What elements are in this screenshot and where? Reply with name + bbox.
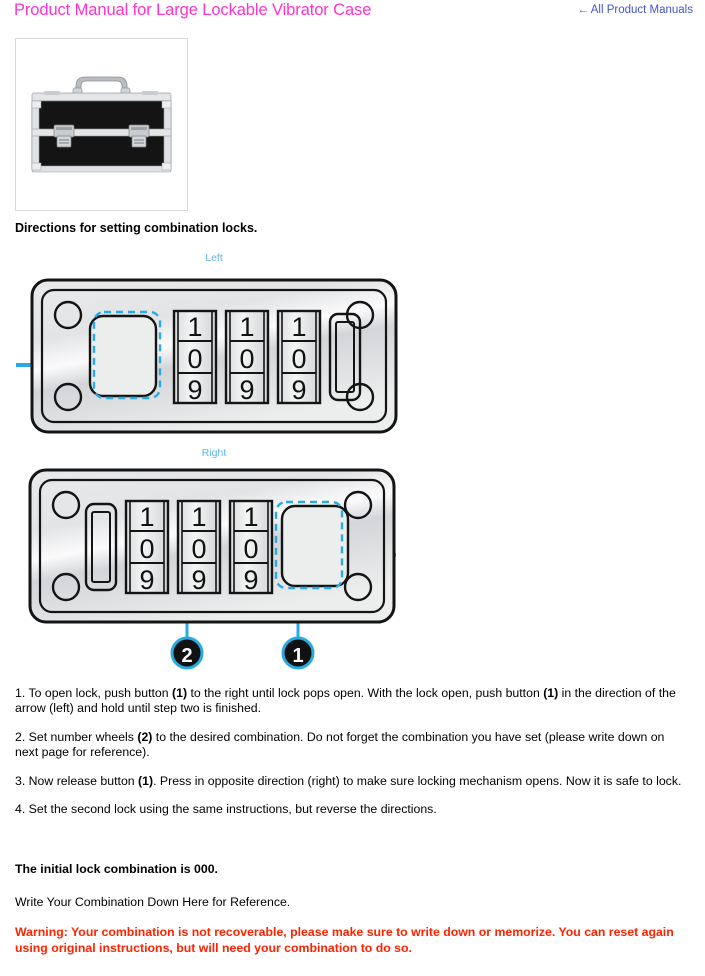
svg-text:1: 1 [191, 502, 207, 532]
lock-diagram-left-label: Left [205, 252, 223, 264]
svg-text:1: 1 [291, 312, 307, 342]
svg-text:9: 9 [239, 375, 255, 405]
lock-diagram-left [14, 252, 414, 436]
svg-text:0: 0 [243, 534, 259, 564]
svg-text:1: 1 [187, 312, 203, 342]
svg-text:1: 1 [243, 502, 259, 532]
step-reference: (1) [543, 686, 559, 700]
lock-left-illustration [14, 264, 414, 436]
back-link-label: All Product Manuals [590, 4, 693, 16]
number-wheel [174, 311, 216, 405]
initial-combination-text: The initial lock combination is 000. [15, 862, 218, 876]
step-1 [15, 686, 690, 717]
step-text: 3. Now release button [15, 773, 139, 788]
number-wheel [178, 501, 220, 595]
number-wheel [226, 311, 268, 405]
step-text: 2. Set number wheels [15, 729, 138, 744]
step-text: to the right until lock pops open. With the lock open, push button [187, 686, 544, 700]
svg-text:0: 0 [191, 534, 207, 564]
page-title: Product Manual for Large Lockable Vibrator Case [14, 1, 372, 19]
step-text: 4. Set the second lock using the same instructions, but reverse the directions. [15, 802, 437, 817]
svg-text:9: 9 [191, 565, 207, 595]
svg-text:2: 2 [181, 645, 193, 667]
step-reference: (2) [137, 729, 153, 744]
svg-text:9: 9 [291, 375, 307, 405]
svg-text:0: 0 [139, 534, 155, 564]
warning-text: Warning: Your combination is not recoverable, please make sure to write down or memorize. You can reset again using original instructions, but will need your combination to do so. [15, 925, 674, 955]
step-text: . Press in opposite direction (right) to make sure locking mechanism opens. Now it is safe to lock. [153, 773, 682, 788]
lock-body-right [30, 470, 394, 622]
number-wheel [230, 501, 272, 595]
step-text: 1. To open lock, push button [15, 686, 173, 700]
lock-number-wheels-left [174, 311, 320, 405]
product-image [15, 38, 188, 211]
page-header [0, 0, 705, 28]
number-wheel [126, 501, 168, 595]
back-arrow-icon: ← [577, 4, 589, 16]
step-3 [15, 774, 690, 789]
lock-number-wheels-right [126, 501, 272, 595]
lock-diagram-right-label: Right [201, 447, 227, 459]
case-latch-left-icon [54, 125, 74, 147]
callout-badge-2 [172, 638, 202, 668]
svg-text:9: 9 [243, 565, 259, 595]
lock-push-button-left [90, 312, 160, 398]
callout-badge-1 [283, 638, 313, 668]
step-reference: (1) [172, 686, 188, 700]
svg-text:0: 0 [187, 344, 203, 374]
step-2 [15, 730, 690, 761]
number-wheel [278, 311, 320, 405]
step-reference: (1) [138, 773, 154, 788]
svg-text:9: 9 [139, 565, 155, 595]
lock-body-left [32, 280, 396, 432]
instructions-list [15, 686, 690, 818]
directions-heading: Directions for setting combination locks. [15, 221, 258, 235]
lock-push-button-right [276, 502, 348, 588]
product-case-illustration [16, 39, 187, 210]
lock-right-illustration [14, 459, 414, 671]
all-product-manuals-link[interactable] [577, 4, 693, 16]
svg-text:9: 9 [187, 375, 203, 405]
lock-diagram-right [14, 447, 414, 671]
svg-text:1: 1 [139, 502, 155, 532]
step-4 [15, 802, 690, 817]
write-combination-note: Write Your Combination Down Here for Reference. [15, 895, 291, 909]
svg-text:1: 1 [239, 312, 255, 342]
svg-text:1: 1 [292, 645, 304, 667]
step-text: in the direction of the arrow (left) and hold until step two is finished. [15, 686, 676, 716]
step-text: to the desired combination. Do not forget the combination you have set (please write down on next page for reference). [15, 729, 665, 760]
case-latch-right-icon [129, 125, 149, 147]
svg-text:0: 0 [291, 344, 307, 374]
svg-text:0: 0 [239, 344, 255, 374]
